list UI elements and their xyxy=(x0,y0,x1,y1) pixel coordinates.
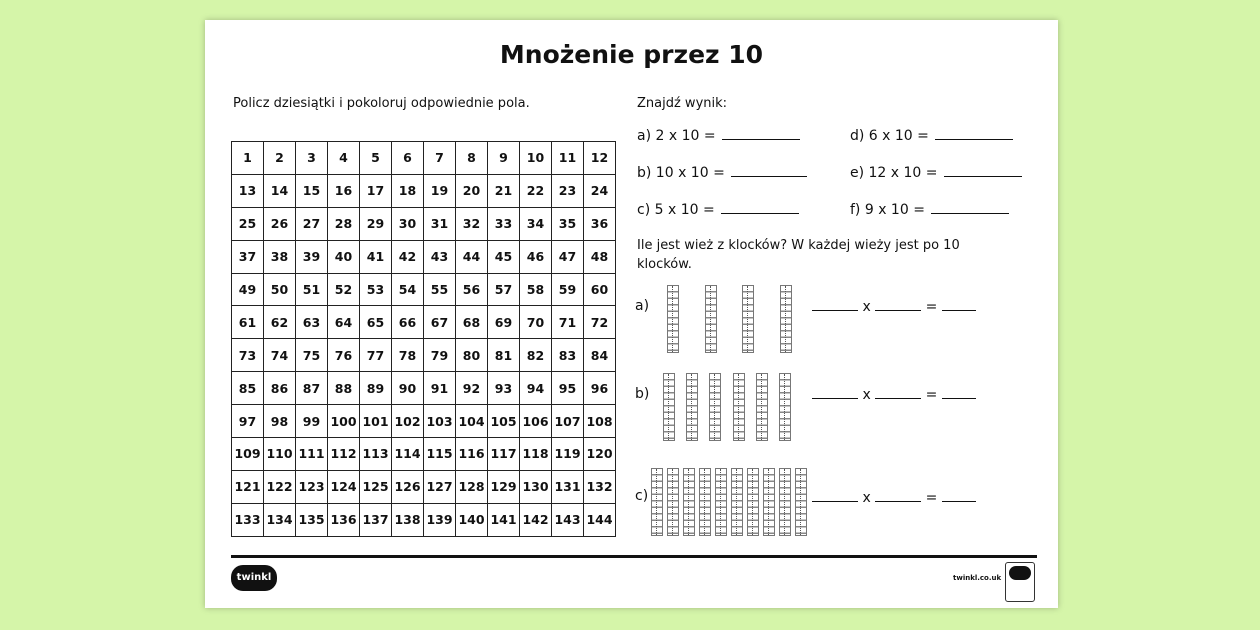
grid-cell[interactable]: 62 xyxy=(264,306,296,339)
grid-cell[interactable]: 53 xyxy=(360,273,392,306)
ten-block-tower-icon xyxy=(651,468,663,536)
times-sign: x xyxy=(862,299,871,315)
grid-cell[interactable]: 58 xyxy=(520,273,552,306)
grid-cell[interactable]: 37 xyxy=(232,240,264,273)
product-blank[interactable] xyxy=(942,397,976,399)
grid-cell[interactable]: 69 xyxy=(488,306,520,339)
grid-cell[interactable]: 73 xyxy=(232,339,264,372)
question-text: f) 9 x 10 = xyxy=(850,202,925,218)
page-title: Mnożenie przez 10 xyxy=(499,40,764,69)
footer-url[interactable]: twinkl.co.uk xyxy=(953,574,1002,582)
grid-cell[interactable]: 34 xyxy=(520,207,552,240)
grid-cell[interactable]: 140 xyxy=(456,503,488,536)
grid-cell[interactable]: 131 xyxy=(552,470,584,503)
grid-cell[interactable]: 6 xyxy=(392,142,424,175)
grid-cell[interactable]: 54 xyxy=(392,273,424,306)
grid-row xyxy=(232,438,616,471)
ten-block-tower-icon xyxy=(699,468,711,536)
grid-cell[interactable]: 138 xyxy=(392,503,424,536)
grid-cell[interactable]: 32 xyxy=(456,207,488,240)
grid-cell[interactable]: 141 xyxy=(488,503,520,536)
grid-cell[interactable]: 45 xyxy=(488,240,520,273)
factor-blank[interactable] xyxy=(875,397,921,399)
grid-row xyxy=(232,207,616,240)
grid-cell[interactable]: 92 xyxy=(456,372,488,405)
grid-cell[interactable]: 5 xyxy=(360,142,392,175)
ten-block-tower-icon xyxy=(731,468,743,536)
question-text: e) 12 x 10 = xyxy=(850,165,938,181)
tower-row-label: b) xyxy=(635,386,650,402)
grid-cell[interactable]: 126 xyxy=(392,470,424,503)
equation-blanks xyxy=(812,299,976,315)
find-result-heading: Znajdź wynik: xyxy=(637,96,728,111)
grid-cell[interactable]: 43 xyxy=(424,240,456,273)
grid-cell[interactable]: 52 xyxy=(328,273,360,306)
footer-divider xyxy=(231,555,1037,558)
grid-cell[interactable]: 107 xyxy=(552,405,584,438)
grid-cell[interactable]: 123 xyxy=(296,470,328,503)
grid-cell[interactable]: 124 xyxy=(328,470,360,503)
question-item xyxy=(637,202,799,218)
grid-cell[interactable]: 51 xyxy=(296,273,328,306)
grid-cell[interactable]: 33 xyxy=(488,207,520,240)
grid-cell[interactable]: 79 xyxy=(424,339,456,372)
grid-cell[interactable]: 59 xyxy=(552,273,584,306)
ten-block-tower-icon xyxy=(683,468,695,536)
grid-cell[interactable]: 119 xyxy=(552,438,584,471)
factor-blank[interactable] xyxy=(812,500,858,502)
ten-block-tower-icon xyxy=(686,373,698,441)
answer-blank[interactable] xyxy=(721,212,799,214)
grid-row xyxy=(232,339,616,372)
grid-cell[interactable]: 96 xyxy=(584,372,616,405)
factor-blank[interactable] xyxy=(812,397,858,399)
grid-cell[interactable]: 91 xyxy=(424,372,456,405)
question-item xyxy=(850,128,1013,144)
ten-block-tower-icon xyxy=(733,373,745,441)
grid-cell[interactable]: 17 xyxy=(360,174,392,207)
answer-blank[interactable] xyxy=(944,175,1022,177)
grid-cell[interactable]: 133 xyxy=(232,503,264,536)
grid-cell[interactable]: 88 xyxy=(328,372,360,405)
grid-cell[interactable]: 101 xyxy=(360,405,392,438)
grid-cell[interactable]: 11 xyxy=(552,142,584,175)
grid-cell[interactable]: 40 xyxy=(328,240,360,273)
grid-cell[interactable]: 77 xyxy=(360,339,392,372)
towers-instruction: Ile jest wież z klocków? W każdej wieży jest po 10 klocków. xyxy=(637,238,960,272)
times-sign: x xyxy=(862,387,871,403)
grid-cell[interactable]: 99 xyxy=(296,405,328,438)
grid-cell[interactable]: 24 xyxy=(584,174,616,207)
grid-cell[interactable]: 14 xyxy=(264,174,296,207)
grid-cell[interactable]: 35 xyxy=(552,207,584,240)
grid-cell[interactable]: 84 xyxy=(584,339,616,372)
equals-sign: = xyxy=(925,387,938,403)
grid-cell[interactable]: 116 xyxy=(456,438,488,471)
grid-cell[interactable]: 10 xyxy=(520,142,552,175)
ten-block-tower-icon xyxy=(709,373,721,441)
grid-cell[interactable]: 61 xyxy=(232,306,264,339)
grid-cell[interactable]: 122 xyxy=(264,470,296,503)
ten-block-tower-icon xyxy=(742,285,754,353)
grid-cell[interactable]: 18 xyxy=(392,174,424,207)
grid-cell[interactable]: 85 xyxy=(232,372,264,405)
grid-cell[interactable]: 132 xyxy=(584,470,616,503)
grid-row xyxy=(232,372,616,405)
grid-cell[interactable]: 23 xyxy=(552,174,584,207)
equation-blanks xyxy=(812,387,976,403)
times-sign: x xyxy=(862,490,871,506)
grid-cell[interactable]: 20 xyxy=(456,174,488,207)
grid-cell[interactable]: 102 xyxy=(392,405,424,438)
hundred-square-grid xyxy=(231,141,616,537)
grid-cell[interactable]: 49 xyxy=(232,273,264,306)
grid-cell[interactable]: 65 xyxy=(360,306,392,339)
grid-cell[interactable]: 86 xyxy=(264,372,296,405)
grid-cell[interactable]: 114 xyxy=(392,438,424,471)
grid-cell[interactable]: 19 xyxy=(424,174,456,207)
grid-cell[interactable]: 74 xyxy=(264,339,296,372)
grid-cell[interactable]: 100 xyxy=(328,405,360,438)
grid-cell[interactable]: 118 xyxy=(520,438,552,471)
grid-cell[interactable]: 75 xyxy=(296,339,328,372)
grid-cell[interactable]: 142 xyxy=(520,503,552,536)
grid-cell[interactable]: 129 xyxy=(488,470,520,503)
grid-cell[interactable]: 143 xyxy=(552,503,584,536)
grid-cell[interactable]: 134 xyxy=(264,503,296,536)
ten-block-tower-icon xyxy=(779,468,791,536)
grid-cell[interactable]: 21 xyxy=(488,174,520,207)
grid-cell[interactable]: 31 xyxy=(424,207,456,240)
grid-cell[interactable]: 127 xyxy=(424,470,456,503)
grid-cell[interactable]: 104 xyxy=(456,405,488,438)
grid-cell[interactable]: 136 xyxy=(328,503,360,536)
grid-cell[interactable]: 38 xyxy=(264,240,296,273)
grid-cell[interactable]: 1 xyxy=(232,142,264,175)
grid-cell[interactable]: 60 xyxy=(584,273,616,306)
ten-block-tower-icon xyxy=(779,373,791,441)
grid-cell[interactable]: 71 xyxy=(552,306,584,339)
product-blank[interactable] xyxy=(942,309,976,311)
grid-cell[interactable]: 7 xyxy=(424,142,456,175)
grid-cell[interactable]: 80 xyxy=(456,339,488,372)
grid-cell[interactable]: 135 xyxy=(296,503,328,536)
grid-row xyxy=(232,240,616,273)
grid-cell[interactable]: 2 xyxy=(264,142,296,175)
grid-cell[interactable]: 22 xyxy=(520,174,552,207)
factor-blank[interactable] xyxy=(875,309,921,311)
quality-badge-icon xyxy=(1005,562,1035,602)
ten-block-tower-icon xyxy=(747,468,759,536)
grid-row xyxy=(232,174,616,207)
grid-cell[interactable]: 27 xyxy=(296,207,328,240)
grid-cell[interactable]: 68 xyxy=(456,306,488,339)
grid-row xyxy=(232,306,616,339)
grid-cell[interactable]: 87 xyxy=(296,372,328,405)
grid-cell[interactable]: 36 xyxy=(584,207,616,240)
grid-cell[interactable]: 105 xyxy=(488,405,520,438)
grid-cell[interactable]: 137 xyxy=(360,503,392,536)
grid-cell[interactable]: 144 xyxy=(584,503,616,536)
grid-cell[interactable]: 93 xyxy=(488,372,520,405)
grid-cell[interactable]: 83 xyxy=(552,339,584,372)
ten-block-tower-icon xyxy=(795,468,807,536)
grid-cell[interactable]: 42 xyxy=(392,240,424,273)
grid-cell[interactable]: 112 xyxy=(328,438,360,471)
equals-sign: = xyxy=(925,299,938,315)
grid-cell[interactable]: 82 xyxy=(520,339,552,372)
grid-cell[interactable]: 25 xyxy=(232,207,264,240)
ten-block-tower-icon xyxy=(705,285,717,353)
grid-cell[interactable]: 66 xyxy=(392,306,424,339)
ten-block-tower-icon xyxy=(780,285,792,353)
grid-row xyxy=(232,142,616,175)
grid-cell[interactable]: 57 xyxy=(488,273,520,306)
equation-blanks xyxy=(812,490,976,506)
grid-cell[interactable]: 98 xyxy=(264,405,296,438)
grid-cell[interactable]: 72 xyxy=(584,306,616,339)
grid-cell[interactable]: 4 xyxy=(328,142,360,175)
grid-cell[interactable]: 139 xyxy=(424,503,456,536)
grid-cell[interactable]: 39 xyxy=(296,240,328,273)
grid-cell[interactable]: 8 xyxy=(456,142,488,175)
grid-cell[interactable]: 28 xyxy=(328,207,360,240)
grid-cell[interactable]: 47 xyxy=(552,240,584,273)
grid-cell[interactable]: 15 xyxy=(296,174,328,207)
grid-cell[interactable]: 63 xyxy=(296,306,328,339)
twinkl-logo: twinkl xyxy=(231,565,277,591)
answer-blank[interactable] xyxy=(935,138,1013,140)
answer-blank[interactable] xyxy=(931,212,1009,214)
ten-block-tower-icon xyxy=(715,468,727,536)
question-item xyxy=(637,165,807,181)
question-text: b) 10 x 10 = xyxy=(637,165,725,181)
grid-cell[interactable]: 70 xyxy=(520,306,552,339)
grid-cell[interactable]: 3 xyxy=(296,142,328,175)
grid-row xyxy=(232,273,616,306)
question-text: c) 5 x 10 = xyxy=(637,202,715,218)
tower-row-label: a) xyxy=(635,298,650,314)
factor-blank[interactable] xyxy=(875,500,921,502)
product-blank[interactable] xyxy=(942,500,976,502)
grid-cell[interactable]: 113 xyxy=(360,438,392,471)
grid-cell[interactable]: 55 xyxy=(424,273,456,306)
ten-block-tower-icon xyxy=(756,373,768,441)
grid-cell[interactable]: 44 xyxy=(456,240,488,273)
grid-cell[interactable]: 12 xyxy=(584,142,616,175)
grid-instruction: Policz dziesiątki i pokoloruj odpowiednie pola. xyxy=(233,96,530,111)
grid-cell[interactable]: 106 xyxy=(520,405,552,438)
grid-cell[interactable]: 94 xyxy=(520,372,552,405)
grid-cell[interactable]: 41 xyxy=(360,240,392,273)
grid-cell[interactable]: 48 xyxy=(584,240,616,273)
grid-cell[interactable]: 56 xyxy=(456,273,488,306)
grid-cell[interactable]: 95 xyxy=(552,372,584,405)
grid-cell[interactable]: 76 xyxy=(328,339,360,372)
answer-blank[interactable] xyxy=(731,175,807,177)
worksheet-page xyxy=(205,20,1058,608)
grid-cell[interactable]: 9 xyxy=(488,142,520,175)
grid-cell[interactable]: 13 xyxy=(232,174,264,207)
grid-cell[interactable]: 109 xyxy=(232,438,264,471)
grid-row xyxy=(232,405,616,438)
question-item xyxy=(850,202,1009,218)
grid-cell[interactable]: 108 xyxy=(584,405,616,438)
grid-cell[interactable]: 121 xyxy=(232,470,264,503)
grid-cell[interactable]: 117 xyxy=(488,438,520,471)
grid-cell[interactable]: 128 xyxy=(456,470,488,503)
grid-cell[interactable]: 46 xyxy=(520,240,552,273)
question-text: d) 6 x 10 = xyxy=(850,128,929,144)
ten-block-tower-icon xyxy=(663,373,675,441)
grid-cell[interactable]: 67 xyxy=(424,306,456,339)
grid-cell[interactable]: 30 xyxy=(392,207,424,240)
question-text: a) 2 x 10 = xyxy=(637,128,716,144)
question-item xyxy=(637,128,800,144)
tower-row-label: c) xyxy=(635,488,649,504)
equals-sign: = xyxy=(925,490,938,506)
grid-cell[interactable]: 103 xyxy=(424,405,456,438)
grid-cell[interactable]: 81 xyxy=(488,339,520,372)
grid-cell[interactable]: 110 xyxy=(264,438,296,471)
ten-block-tower-icon xyxy=(763,468,775,536)
grid-cell[interactable]: 78 xyxy=(392,339,424,372)
grid-cell[interactable]: 29 xyxy=(360,207,392,240)
grid-cell[interactable]: 50 xyxy=(264,273,296,306)
factor-blank[interactable] xyxy=(812,309,858,311)
grid-cell[interactable]: 111 xyxy=(296,438,328,471)
grid-cell[interactable]: 90 xyxy=(392,372,424,405)
grid-cell[interactable]: 115 xyxy=(424,438,456,471)
ten-block-tower-icon xyxy=(667,468,679,536)
grid-row xyxy=(232,470,616,503)
question-item xyxy=(850,165,1022,181)
grid-cell[interactable]: 120 xyxy=(584,438,616,471)
grid-cell[interactable]: 64 xyxy=(328,306,360,339)
grid-cell[interactable]: 125 xyxy=(360,470,392,503)
grid-cell[interactable]: 97 xyxy=(232,405,264,438)
grid-row xyxy=(232,503,616,536)
grid-cell[interactable]: 16 xyxy=(328,174,360,207)
ten-block-tower-icon xyxy=(667,285,679,353)
grid-cell[interactable]: 26 xyxy=(264,207,296,240)
grid-cell[interactable]: 130 xyxy=(520,470,552,503)
grid-cell[interactable]: 89 xyxy=(360,372,392,405)
answer-blank[interactable] xyxy=(722,138,800,140)
